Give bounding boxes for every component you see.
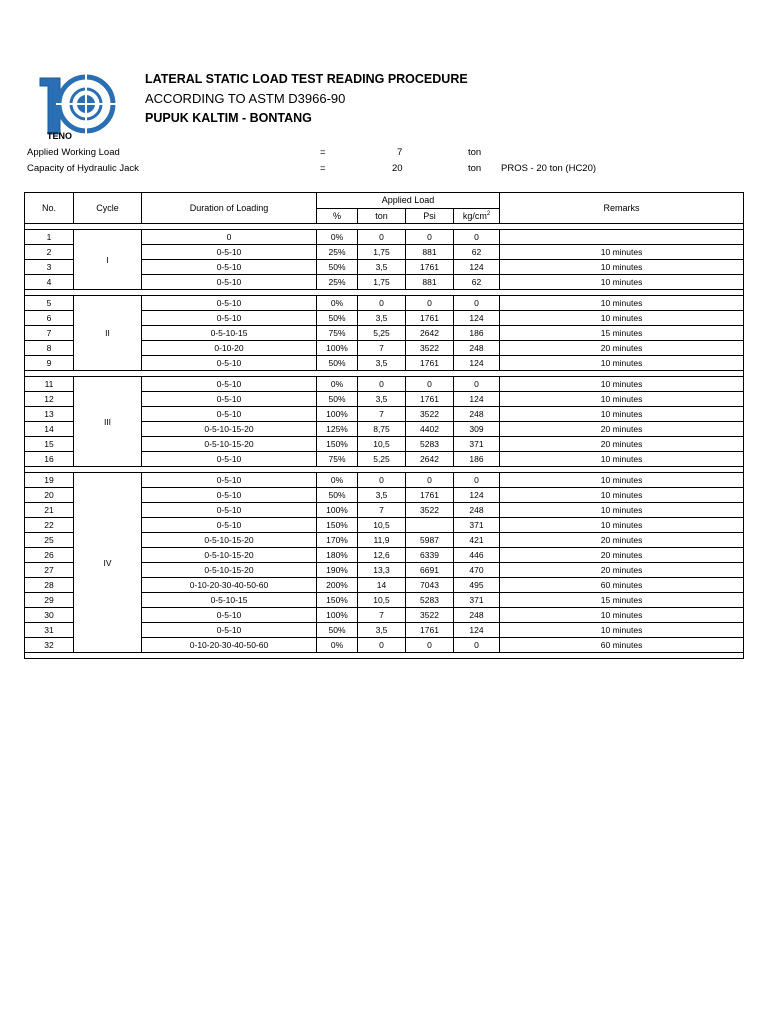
cell-kg: 0 [454, 296, 500, 311]
cell-percent: 25% [317, 275, 358, 290]
cell-ton: 10,5 [358, 593, 406, 608]
cell-kg: 421 [454, 533, 500, 548]
cell-psi: 0 [406, 230, 454, 245]
cell-no: 30 [25, 608, 74, 623]
cell-remarks: 10 minutes [500, 518, 744, 533]
cell-cycle: III [74, 377, 142, 467]
cell-ton: 3,5 [358, 260, 406, 275]
cell-no: 5 [25, 296, 74, 311]
cell-psi: 6339 [406, 548, 454, 563]
header-percent: % [317, 208, 358, 224]
cell-percent: 0% [317, 638, 358, 653]
cell-kg: 309 [454, 422, 500, 437]
cell-no: 29 [25, 593, 74, 608]
cell-psi: 4402 [406, 422, 454, 437]
cell-percent: 100% [317, 341, 358, 356]
cell-no: 27 [25, 563, 74, 578]
cell-ton: 10,5 [358, 437, 406, 452]
spacer-cell [358, 653, 406, 659]
cell-ton: 10,5 [358, 518, 406, 533]
cell-ton: 7 [358, 407, 406, 422]
cell-ton: 0 [358, 230, 406, 245]
cell-kg: 446 [454, 548, 500, 563]
cell-kg: 124 [454, 260, 500, 275]
param-note: PROS - 20 ton (HC20) [501, 163, 597, 174]
cell-remarks: 10 minutes [500, 296, 744, 311]
param-value: 20 [392, 163, 403, 174]
cell-percent: 200% [317, 578, 358, 593]
cell-duration: 0-5-10-15-20 [142, 437, 317, 452]
cell-kg: 124 [454, 392, 500, 407]
cell-remarks: 10 minutes [500, 407, 744, 422]
cell-percent: 50% [317, 623, 358, 638]
cell-remarks: 10 minutes [500, 473, 744, 488]
param-unit: ton [468, 147, 482, 158]
cell-remarks: 15 minutes [500, 326, 744, 341]
cell-no: 12 [25, 392, 74, 407]
table-row [25, 230, 744, 245]
spacer-cell [406, 653, 454, 659]
cell-duration: 0-10-20-30-40-50-60 [142, 578, 317, 593]
cell-duration: 0-5-10-15 [142, 326, 317, 341]
cell-ton: 7 [358, 503, 406, 518]
cell-psi: 881 [406, 275, 454, 290]
cell-no: 2 [25, 245, 74, 260]
document-title: LATERAL STATIC LOAD TEST READING PROCEDURE [145, 72, 468, 86]
cell-remarks: 10 minutes [500, 260, 744, 275]
cell-duration: 0-5-10 [142, 392, 317, 407]
cell-psi: 1761 [406, 311, 454, 326]
cell-ton: 3,5 [358, 311, 406, 326]
cell-kg: 248 [454, 407, 500, 422]
cell-percent: 150% [317, 437, 358, 452]
cell-percent: 100% [317, 608, 358, 623]
spacer-cell [317, 653, 358, 659]
cell-psi: 3522 [406, 341, 454, 356]
cell-percent: 0% [317, 230, 358, 245]
cell-ton: 0 [358, 473, 406, 488]
cell-kg: 248 [454, 341, 500, 356]
cell-no: 3 [25, 260, 74, 275]
cell-no: 25 [25, 533, 74, 548]
cell-remarks [500, 230, 744, 245]
cell-kg: 62 [454, 245, 500, 260]
cell-ton: 3,5 [358, 623, 406, 638]
cell-kg: 371 [454, 437, 500, 452]
cell-remarks: 10 minutes [500, 488, 744, 503]
cell-ton: 14 [358, 578, 406, 593]
cell-kg: 186 [454, 326, 500, 341]
cell-no: 19 [25, 473, 74, 488]
cell-remarks: 10 minutes [500, 503, 744, 518]
document-standard: ACCORDING TO ASTM D3966-90 [145, 91, 346, 106]
cell-ton: 3,5 [358, 392, 406, 407]
cell-remarks: 10 minutes [500, 452, 744, 467]
cell-percent: 50% [317, 260, 358, 275]
cell-duration: 0-5-10 [142, 311, 317, 326]
param-unit: ton [468, 163, 482, 174]
cell-psi: 1761 [406, 623, 454, 638]
cell-remarks: 60 minutes [500, 638, 744, 653]
spacer-cell [500, 653, 744, 659]
cell-remarks: 20 minutes [500, 533, 744, 548]
cell-duration: 0-5-10 [142, 275, 317, 290]
cell-duration: 0-5-10-15-20 [142, 533, 317, 548]
cell-duration: 0-5-10 [142, 407, 317, 422]
cell-remarks: 10 minutes [500, 392, 744, 407]
cell-ton: 7 [358, 341, 406, 356]
cell-no: 13 [25, 407, 74, 422]
cell-percent: 25% [317, 245, 358, 260]
cell-ton: 5,25 [358, 452, 406, 467]
cell-psi: 0 [406, 638, 454, 653]
spacer-cell [25, 653, 74, 659]
cell-psi: 5987 [406, 533, 454, 548]
cell-psi: 0 [406, 473, 454, 488]
cell-duration: 0-5-10-15-20 [142, 548, 317, 563]
cell-remarks: 20 minutes [500, 548, 744, 563]
spacer-cell [142, 653, 317, 659]
logo-caption: TENO [47, 131, 73, 141]
cell-no: 14 [25, 422, 74, 437]
cell-kg: 124 [454, 311, 500, 326]
cell-percent: 150% [317, 593, 358, 608]
cell-percent: 100% [317, 503, 358, 518]
cell-duration: 0-5-10-15 [142, 593, 317, 608]
cell-ton: 11,9 [358, 533, 406, 548]
cell-kg: 0 [454, 377, 500, 392]
cell-kg: 371 [454, 518, 500, 533]
cell-cycle: I [74, 230, 142, 290]
cell-psi: 3522 [406, 407, 454, 422]
cell-psi: 0 [406, 377, 454, 392]
load-test-table [24, 192, 744, 659]
table-row [25, 377, 744, 392]
cell-kg: 124 [454, 356, 500, 371]
cell-psi: 5283 [406, 593, 454, 608]
cell-remarks: 10 minutes [500, 275, 744, 290]
cell-ton: 3,5 [358, 488, 406, 503]
cell-percent: 125% [317, 422, 358, 437]
cell-remarks: 20 minutes [500, 422, 744, 437]
cell-psi: 0 [406, 296, 454, 311]
cell-remarks: 10 minutes [500, 245, 744, 260]
cell-percent: 75% [317, 326, 358, 341]
cell-remarks: 60 minutes [500, 578, 744, 593]
document-project: PUPUK KALTIM - BONTANG [145, 111, 312, 125]
cell-percent: 180% [317, 548, 358, 563]
cell-duration: 0-5-10 [142, 452, 317, 467]
cell-ton: 12,6 [358, 548, 406, 563]
cell-ton: 0 [358, 638, 406, 653]
spacer-cell [454, 653, 500, 659]
header-no: No. [25, 193, 74, 224]
cell-duration: 0-5-10-15-20 [142, 422, 317, 437]
cell-no: 22 [25, 518, 74, 533]
cell-kg: 186 [454, 452, 500, 467]
cell-remarks: 10 minutes [500, 623, 744, 638]
cell-duration: 0-10-20 [142, 341, 317, 356]
cell-duration: 0-5-10 [142, 245, 317, 260]
cell-no: 1 [25, 230, 74, 245]
cell-no: 26 [25, 548, 74, 563]
cell-no: 16 [25, 452, 74, 467]
cell-duration: 0-5-10-15-20 [142, 563, 317, 578]
param-label: Capacity of Hydraulic Jack [27, 163, 139, 174]
cell-psi: 5283 [406, 437, 454, 452]
cell-kg: 62 [454, 275, 500, 290]
header-remarks: Remarks [500, 193, 744, 224]
cell-psi: 7043 [406, 578, 454, 593]
cell-duration: 0-10-20-30-40-50-60 [142, 638, 317, 653]
cell-duration: 0-5-10 [142, 623, 317, 638]
cell-no: 20 [25, 488, 74, 503]
param-label: Applied Working Load [27, 147, 120, 158]
cell-kg: 248 [454, 608, 500, 623]
cell-psi: 3522 [406, 503, 454, 518]
cell-percent: 190% [317, 563, 358, 578]
cell-duration: 0-5-10 [142, 296, 317, 311]
cell-cycle: IV [74, 473, 142, 653]
header-duration: Duration of Loading [142, 193, 317, 224]
cell-ton: 3,5 [358, 356, 406, 371]
cell-kg: 248 [454, 503, 500, 518]
cell-percent: 0% [317, 473, 358, 488]
cell-percent: 100% [317, 407, 358, 422]
cell-kg: 0 [454, 638, 500, 653]
cell-ton: 1,75 [358, 245, 406, 260]
cell-remarks: 20 minutes [500, 341, 744, 356]
cell-duration: 0-5-10 [142, 473, 317, 488]
cell-ton: 8,75 [358, 422, 406, 437]
cell-kg: 124 [454, 488, 500, 503]
cell-duration: 0-5-10 [142, 503, 317, 518]
cell-psi: 1761 [406, 392, 454, 407]
cell-psi: 2642 [406, 326, 454, 341]
table-row [25, 296, 744, 311]
cell-percent: 75% [317, 452, 358, 467]
cell-no: 4 [25, 275, 74, 290]
header-kg-cm2: $kg/cm^2$ [454, 208, 500, 224]
cell-no: 9 [25, 356, 74, 371]
cell-duration: 0-5-10 [142, 518, 317, 533]
cell-no: 11 [25, 377, 74, 392]
cell-kg: 495 [454, 578, 500, 593]
cell-kg: 124 [454, 623, 500, 638]
cell-ton: 0 [358, 377, 406, 392]
cell-psi: 3522 [406, 608, 454, 623]
cell-percent: 50% [317, 488, 358, 503]
cell-psi: 1761 [406, 260, 454, 275]
header-cycle: Cycle [74, 193, 142, 224]
cell-percent: 50% [317, 392, 358, 407]
cell-cycle: II [74, 296, 142, 371]
cell-no: 8 [25, 341, 74, 356]
header-psi: Psi [406, 208, 454, 224]
cell-psi: 1761 [406, 356, 454, 371]
cell-percent: 0% [317, 296, 358, 311]
cell-ton: 7 [358, 608, 406, 623]
table-row [25, 473, 744, 488]
cell-remarks: 20 minutes [500, 437, 744, 452]
cell-ton: 5,25 [358, 326, 406, 341]
cell-remarks: 10 minutes [500, 608, 744, 623]
cell-psi: 881 [406, 245, 454, 260]
cell-kg: 470 [454, 563, 500, 578]
cell-remarks: 10 minutes [500, 311, 744, 326]
header-ton: ton [358, 208, 406, 224]
cell-psi [406, 518, 454, 533]
cell-remarks: 15 minutes [500, 593, 744, 608]
cell-no: 21 [25, 503, 74, 518]
cell-remarks: 10 minutes [500, 356, 744, 371]
header-applied-load: Applied Load [317, 193, 500, 209]
param-equals: = [320, 163, 326, 174]
cell-no: 7 [25, 326, 74, 341]
cell-percent: 170% [317, 533, 358, 548]
param-equals: = [320, 147, 326, 158]
cell-percent: 50% [317, 311, 358, 326]
cell-percent: 150% [317, 518, 358, 533]
cell-duration: 0-5-10 [142, 356, 317, 371]
cell-duration: 0-5-10 [142, 488, 317, 503]
cell-psi: 2642 [406, 452, 454, 467]
cell-no: 15 [25, 437, 74, 452]
cell-kg: 0 [454, 473, 500, 488]
cell-ton: 0 [358, 296, 406, 311]
cell-no: 6 [25, 311, 74, 326]
cell-duration: 0-5-10 [142, 260, 317, 275]
cell-percent: 0% [317, 377, 358, 392]
spacer-cell [74, 653, 142, 659]
cell-no: 31 [25, 623, 74, 638]
cell-no: 28 [25, 578, 74, 593]
cell-duration: 0-5-10 [142, 608, 317, 623]
cell-percent: 50% [317, 356, 358, 371]
cell-duration: 0 [142, 230, 317, 245]
cell-duration: 0-5-10 [142, 377, 317, 392]
cell-kg: 0 [454, 230, 500, 245]
cell-remarks: 20 minutes [500, 563, 744, 578]
cell-no: 32 [25, 638, 74, 653]
param-value: 7 [397, 147, 403, 158]
cell-ton: 13,3 [358, 563, 406, 578]
spacer-row [25, 653, 744, 659]
cell-remarks: 10 minutes [500, 377, 744, 392]
cell-psi: 1761 [406, 488, 454, 503]
cell-psi: 6691 [406, 563, 454, 578]
cell-kg: 371 [454, 593, 500, 608]
cell-ton: 1,75 [358, 275, 406, 290]
